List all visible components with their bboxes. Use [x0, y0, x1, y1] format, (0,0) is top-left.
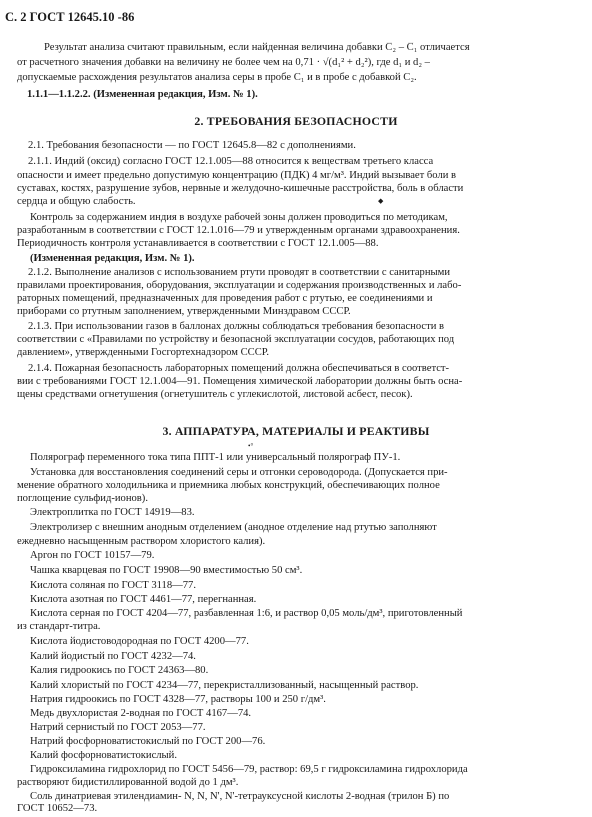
list-line: Натрий сернистый по ГОСТ 2053—77. [30, 722, 206, 733]
paragraph-line: раторных помещений, предназначенных для проведения работ с ртутью, ее соединениями и [17, 293, 433, 304]
paragraph-line: давлением», утвержденными Госгортехнадзором СССР. [17, 347, 269, 358]
list-line: Кислота соляная по ГОСТ 3118—77. [30, 580, 196, 591]
intro-line-2: от расчетного значения добавки на величину не более чем на 0,71 · √(d₁² + d₂²), где d₁ и d₂ – [17, 57, 430, 68]
list-line: Натрий фосфорноватистокислый по ГОСТ 200—76. [30, 736, 266, 747]
list-line: Калий фосфорноватистокислый. [30, 750, 177, 761]
paragraph-line: 2.1. Требования безопасности — по ГОСТ 12645.8—82 с дополнениями. [28, 140, 356, 151]
paragraph-line: 2.1.1. Индий (оксид) согласно ГОСТ 12.1.005—88 относится к веществам третьего класса [28, 156, 434, 167]
paragraph-line: щены средствами огнетушения (огнетушитель с углекислотой, листовой асбест, песок). [17, 389, 413, 400]
list-line: Натрия гидроокись по ГОСТ 4328—77, растворы 100 и 250 г/дм³. [30, 694, 326, 705]
list-line: Калия гидроокись по ГОСТ 24363—80. [30, 665, 209, 676]
list-line: Электролизер с внешним анодным отделением (анодное отделение над ртутью заполняют [30, 522, 437, 533]
list-line: Полярограф переменного тока типа ППТ-1 или универсальный полярограф ПУ-1. [30, 452, 401, 463]
list-line: менение обратного холодильника и приемника любых конструкций, обеспечивающих полное [17, 480, 440, 491]
paragraph-line: разработанным в соответствии с ГОСТ 12.1.016—79 и утвержденным органами здравоохранения. [17, 225, 460, 236]
list-line: Медь двухлористая 2-водная по ГОСТ 4167—74. [30, 708, 252, 719]
list-line: Кислота азотная по ГОСТ 4461—77, перегнанная. [30, 594, 257, 605]
list-line: Калий хлористый по ГОСТ 4234—77, перекристаллизованный, насыщенный раствор. [30, 680, 419, 691]
list-line: Электроплитка по ГОСТ 14919—83. [30, 507, 195, 518]
intro-line-3: допускаемые расхождения результатов анализа серы в пробе C₁ и в пробе с добавкой C₂. [17, 72, 417, 83]
list-line: ГОСТ 10652—73. [17, 803, 98, 814]
list-line: Кислота йодистоводородная по ГОСТ 4200—77. [30, 636, 249, 647]
paragraph-line: правилами проектирования, оборудования, эксплуатации и содержания производственных и лабо- [17, 280, 462, 291]
list-line: Чашка кварцевая по ГОСТ 19908—90 вместимостью 50 см³. [30, 565, 303, 576]
list-line: Установка для восстановления соединений серы и отгонки сероводорода. (Допускается при- [30, 467, 448, 478]
paragraph-line: 2.1.4. Пожарная безопасность лабораторных помещений должна обеспечиваться в соответст- [28, 363, 450, 374]
print-artifact-dot: •° [248, 442, 254, 450]
paragraph-line: Контроль за содержанием индия в воздухе рабочей зоны должен проводиться по методикам, [30, 212, 448, 223]
print-artifact-dot: ◆ [378, 197, 384, 205]
list-line: Кислота серная по ГОСТ 4204—77, разбавленная 1:6, и раствор 0,05 моль/дм³, приготовленный [30, 608, 463, 619]
paragraph-line: опасности и имеет предельно допустимую концентрацию (ПДК) 4 мг/м³. Индий вызывает боли в [17, 170, 457, 181]
paragraph-line: суставах, костях, разрушение зубов, нервные и желудочно-кишечные расстройства, боль в области [17, 183, 464, 194]
paragraph-line: вии с требованиями ГОСТ 12.1.004—91. Помещения химической лаборатории должны быть осна- [17, 376, 463, 387]
amendment-note: (Измененная редакция, Изм. № 1). [30, 253, 195, 264]
list-line: Соль динатриевая этилендиамин- N, N, N', N'-тетрауксусной кислоты 2-водная (трилон Б) по [30, 791, 450, 802]
list-line: ежедневно насыщенным раствором хлористого калия). [17, 536, 266, 547]
list-line: Гидроксиламина гидрохлорид по ГОСТ 5456—79, раствор: 69,5 г гидроксиламина гидрохлорида [30, 764, 468, 775]
list-line: поглощение сульфид-ионов). [17, 493, 148, 504]
paragraph-line: сердца и общую слабость. [17, 196, 136, 207]
paragraph-line: Периодичность контроля устанавливается в соответствии с ГОСТ 12.1.005—88. [17, 238, 379, 249]
paragraph-line: 2.1.3. При использовании газов в баллонах должны соблюдаться требования безопасности в [28, 321, 445, 332]
paragraph-line: приборами со ртутным заполнением, утвержденными Минздравом СССР. [17, 306, 351, 317]
section-3-heading: 3. АППАРАТУРА, МАТЕРИАЛЫ И РЕАКТИВЫ [162, 425, 430, 437]
amendment-note: 1.1.1—1.1.2.2. (Измененная редакция, Изм. № 1). [27, 89, 258, 100]
list-line: из стандарт-титра. [17, 621, 101, 632]
page-header: С. 2 ГОСТ 12645.10 -86 [5, 10, 135, 24]
list-line: растворяют бидистиллированной водой до 1 дм³. [17, 777, 239, 788]
intro-line-1: Результат анализа считают правильным, если найденная величина добавки C̅₂ – C̅₁ отличается [44, 42, 470, 53]
list-line: Аргон по ГОСТ 10157—79. [30, 550, 155, 561]
list-line: Калий йодистый по ГОСТ 4232—74. [30, 651, 196, 662]
section-2-heading: 2. ТРЕБОВАНИЯ БЕЗОПАСНОСТИ [194, 115, 398, 127]
paragraph-line: 2.1.2. Выполнение анализов с использованием ртути проводят в соответствии с санитарными [28, 267, 450, 278]
paragraph-line: соответствии с «Правилами по устройству и безопасной эксплуатации сосудов, работающих под [17, 334, 455, 345]
